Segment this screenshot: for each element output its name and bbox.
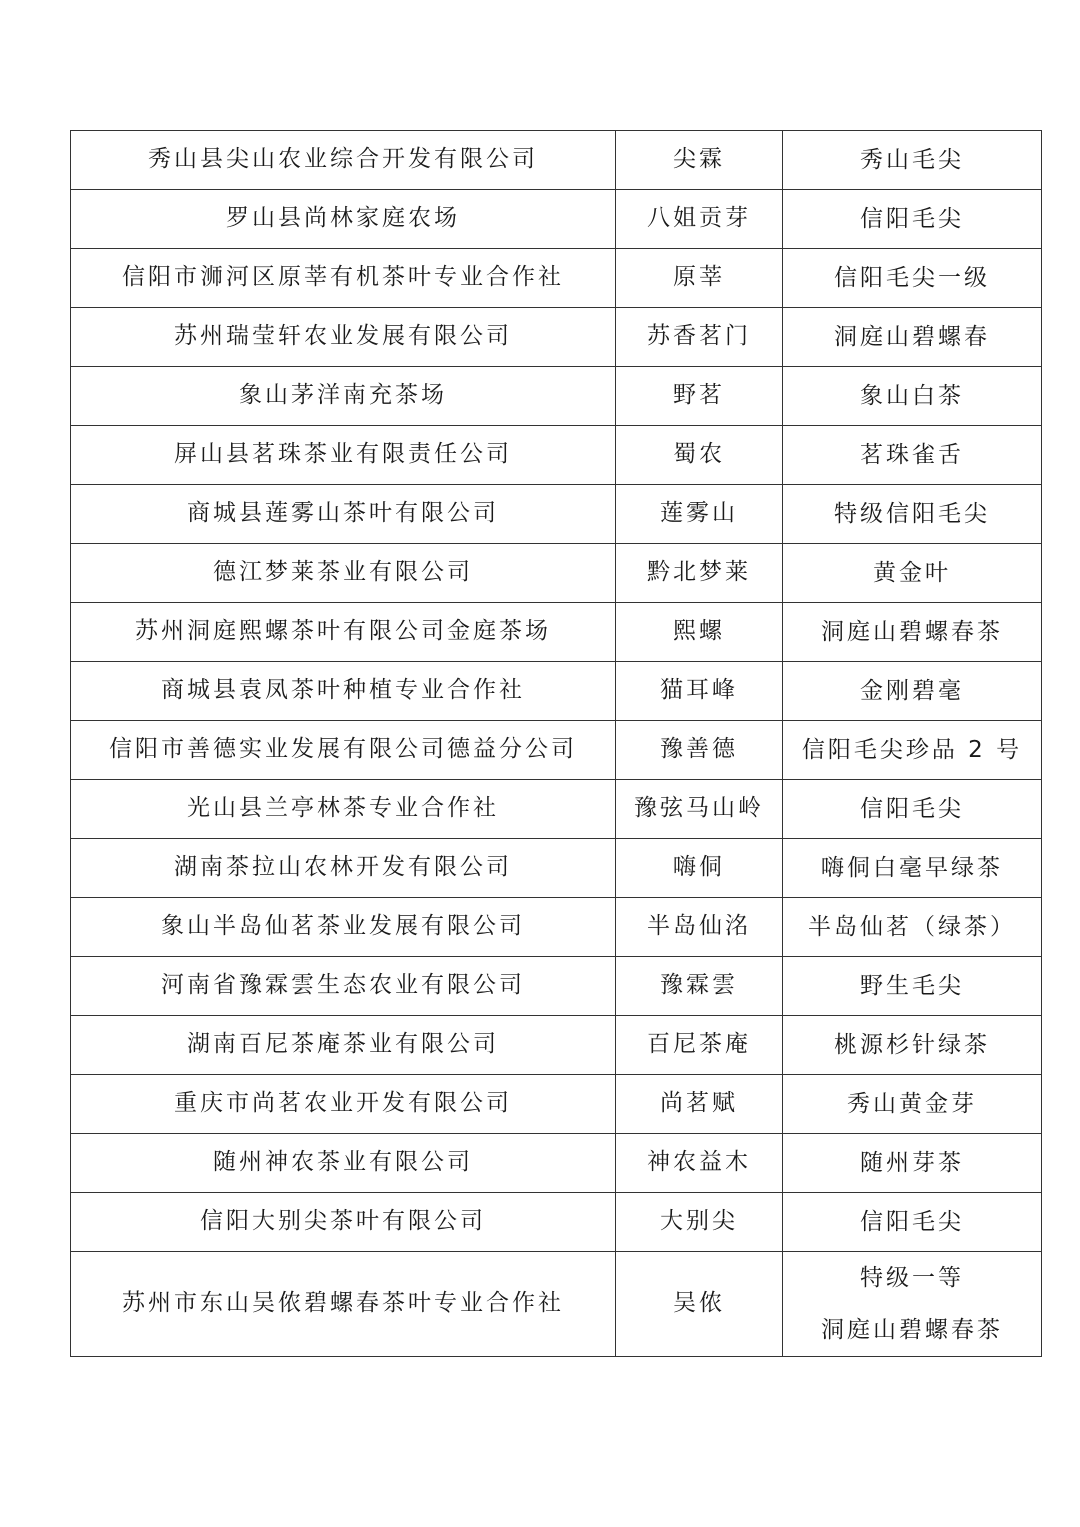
- brand-cell: 豫善德: [616, 721, 783, 780]
- product-cell: [783, 780, 1042, 839]
- product-line: 洞庭山碧螺春茶: [821, 619, 1003, 645]
- company-cell: 重庆市尚茗农业开发有限公司: [71, 1075, 616, 1134]
- table-row: [71, 1252, 1042, 1357]
- table-row: [71, 485, 1042, 544]
- product-line: 象山白茶: [860, 383, 964, 409]
- table-row: [71, 839, 1042, 898]
- product-cell: [783, 367, 1042, 426]
- brand-cell: 猫耳峰: [616, 662, 783, 721]
- product-cell: [783, 131, 1042, 190]
- brand-cell: 蜀农: [616, 426, 783, 485]
- brand-cell: 大别尖: [616, 1193, 783, 1252]
- product-line: 信阳毛尖珍品 2 号: [801, 737, 1023, 763]
- table-row: [71, 544, 1042, 603]
- company-cell: 苏州洞庭熙螺茶叶有限公司金庭茶场: [71, 603, 616, 662]
- company-cell: 信阳市善德实业发展有限公司德益分公司: [71, 721, 616, 780]
- product-cell: [783, 603, 1042, 662]
- company-cell: 商城县袁凤茶叶种植专业合作社: [71, 662, 616, 721]
- company-cell: 屏山县茗珠茶业有限责任公司: [71, 426, 616, 485]
- award-table: [70, 130, 1042, 1357]
- brand-cell: 黔北梦莱: [616, 544, 783, 603]
- product-line: 信阳毛尖: [860, 796, 964, 822]
- product-line: 特级一等: [860, 1265, 964, 1291]
- product-line: 随州芽茶: [860, 1150, 964, 1176]
- brand-cell: 豫弦马山岭: [616, 780, 783, 839]
- product-cell: [783, 485, 1042, 544]
- table-row: [71, 367, 1042, 426]
- brand-cell: 百尼茶庵: [616, 1016, 783, 1075]
- brand-cell: 原莘: [616, 249, 783, 308]
- table-row: [71, 1016, 1042, 1075]
- product-line: 秀山毛尖: [860, 147, 964, 173]
- product-cell: [783, 898, 1042, 957]
- table-row: [71, 898, 1042, 957]
- product-line: 洞庭山碧螺春: [834, 324, 990, 350]
- brand-cell: 野茗: [616, 367, 783, 426]
- company-cell: 光山县兰亭林茶专业合作社: [71, 780, 616, 839]
- product-line: 洞庭山碧螺春茶: [821, 1317, 1003, 1343]
- table-row: [71, 662, 1042, 721]
- table-row: [71, 308, 1042, 367]
- product-line: 茗珠雀舌: [860, 442, 964, 468]
- product-line: 桃源杉针绿茶: [834, 1032, 990, 1058]
- product-line: 信阳毛尖一级: [834, 265, 990, 291]
- product-cell: [783, 249, 1042, 308]
- product-line: 黄金叶: [873, 560, 951, 586]
- company-cell: 德江梦莱茶业有限公司: [71, 544, 616, 603]
- table-row: [71, 957, 1042, 1016]
- product-line: 半岛仙茗（绿茶）: [808, 914, 1016, 940]
- table-row: [71, 1193, 1042, 1252]
- product-line: 特级信阳毛尖: [834, 501, 990, 527]
- product-cell: [783, 544, 1042, 603]
- product-cell: [783, 721, 1042, 780]
- company-cell: 随州神农茶业有限公司: [71, 1134, 616, 1193]
- product-cell: [783, 308, 1042, 367]
- product-line: 信阳毛尖: [860, 206, 964, 232]
- table-row: [71, 780, 1042, 839]
- table-row: [71, 1075, 1042, 1134]
- brand-cell: 苏香茗门: [616, 308, 783, 367]
- company-cell: 信阳市浉河区原莘有机茶叶专业合作社: [71, 249, 616, 308]
- brand-cell: 豫霖雲: [616, 957, 783, 1016]
- table-row: [71, 721, 1042, 780]
- table-row: [71, 603, 1042, 662]
- company-cell: 秀山县尖山农业综合开发有限公司: [71, 131, 616, 190]
- brand-cell: 尖霖: [616, 131, 783, 190]
- product-cell: [783, 190, 1042, 249]
- brand-cell: 八姐贡芽: [616, 190, 783, 249]
- product-line: 嗨侗白毫早绿茶: [821, 855, 1003, 881]
- company-cell: 信阳大别尖茶叶有限公司: [71, 1193, 616, 1252]
- company-cell: 湖南百尼茶庵茶业有限公司: [71, 1016, 616, 1075]
- brand-cell: 神农益木: [616, 1134, 783, 1193]
- product-cell: [783, 1134, 1042, 1193]
- table-row: [71, 1134, 1042, 1193]
- product-cell: [783, 662, 1042, 721]
- product-line: 秀山黄金芽: [847, 1091, 977, 1117]
- table-row: [71, 249, 1042, 308]
- company-cell: 罗山县尚林家庭农场: [71, 190, 616, 249]
- product-line: 信阳毛尖: [860, 1209, 964, 1235]
- company-cell: 苏州瑞莹轩农业发展有限公司: [71, 308, 616, 367]
- company-cell: 象山茅洋南充茶场: [71, 367, 616, 426]
- table-row: [71, 426, 1042, 485]
- company-cell: 河南省豫霖雲生态农业有限公司: [71, 957, 616, 1016]
- product-cell: [783, 1252, 1042, 1357]
- product-cell: [783, 1193, 1042, 1252]
- brand-cell: 嗨侗: [616, 839, 783, 898]
- brand-cell: 熙螺: [616, 603, 783, 662]
- product-line: 金刚碧毫: [860, 678, 964, 704]
- product-cell: [783, 957, 1042, 1016]
- brand-cell: 吴侬: [616, 1252, 783, 1357]
- product-cell: [783, 839, 1042, 898]
- product-cell: [783, 1075, 1042, 1134]
- brand-cell: 尚茗赋: [616, 1075, 783, 1134]
- company-cell: 苏州市东山吴侬碧螺春茶叶专业合作社: [71, 1252, 616, 1357]
- product-cell: [783, 426, 1042, 485]
- company-cell: 湖南茶拉山农林开发有限公司: [71, 839, 616, 898]
- table-row: [71, 131, 1042, 190]
- table-body: [71, 131, 1042, 1357]
- product-line: 野生毛尖: [860, 973, 964, 999]
- company-cell: 商城县莲雾山茶叶有限公司: [71, 485, 616, 544]
- product-cell: [783, 1016, 1042, 1075]
- company-cell: 象山半岛仙茗茶业发展有限公司: [71, 898, 616, 957]
- brand-cell: 半岛仙洺: [616, 898, 783, 957]
- table-row: [71, 190, 1042, 249]
- brand-cell: 莲雾山: [616, 485, 783, 544]
